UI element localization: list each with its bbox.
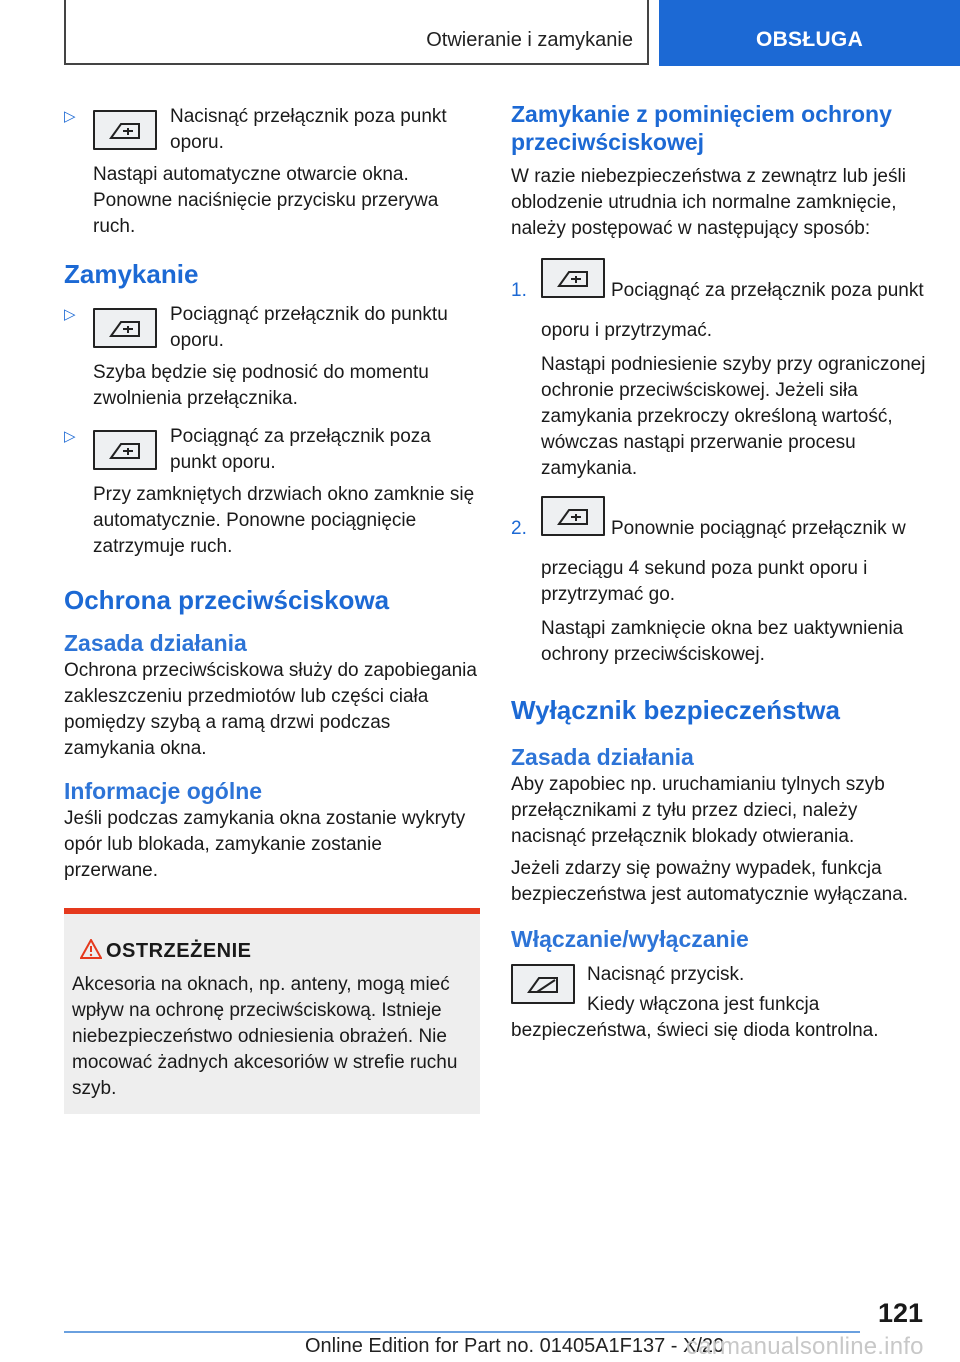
general-info-heading: Informacje ogólne [64, 778, 263, 804]
on-off-text-1: Nacisnąć przycisk. [587, 964, 745, 985]
warning-header [72, 938, 470, 964]
close-step-1-result: Szyba będzie się podnosić do momentu zwolnienia przełącznika. [93, 362, 429, 409]
step-arrow-icon: ▷ [64, 306, 76, 323]
override-step-1 [511, 258, 931, 482]
override-step-2 [511, 496, 931, 668]
switch-principle-text-1: Aby zapobiec np. uruchamianiu tylnych szyb przełącznikami z tyłu przez dzieci, należy nacisnąć przełącznik blokady otwierania. [511, 774, 885, 847]
step-number: 1. [511, 280, 527, 301]
step-number: 2. [511, 518, 527, 539]
footer-edition: Online Edition for Part no. 01405A1F137 - X/20 [305, 1335, 725, 1357]
chapter-tab-label: OBSŁUGA [755, 28, 864, 51]
override-step-2-result: Nastąpi zamknięcie okna bez uaktywnienia ochrony przeciwściskowej. [541, 618, 904, 665]
section-title: Otwieranie i zamykanie [426, 29, 633, 51]
switch-principle-text-2: Jeżeli zdarzy się poważny wypadek, funkcja bezpieczeństwa jest automatycznie wyłączana. [511, 858, 909, 905]
step-arrow-icon: ▷ [64, 108, 76, 125]
close-step-2 [64, 424, 480, 476]
safety-switch-heading: Wyłącznik bezpieczeństwa [511, 695, 840, 725]
close-step-1-text: Pociągnąć przełącznik do punktu oporu. [170, 304, 448, 351]
pinch-protection-heading: Ochrona przeciwściskowa [64, 585, 390, 615]
right-column [511, 100, 931, 1044]
window-switch-icon [541, 496, 605, 536]
window-switch-icon [541, 258, 605, 298]
warning-triangle-icon [80, 939, 102, 959]
chapter-tab [659, 0, 960, 66]
override-intro: W razie niebezpieczeństwa z zewnątrz lub jeśli oblodzenie utrudnia ich normalne zamknięcie, należy postępować w następujący sposób: [511, 166, 906, 239]
override-step-1-text: Pociągnąć za przełącznik poza punkt oporu i przytrzymać. [541, 280, 924, 341]
window-switch-icon [93, 308, 157, 348]
on-off-text-2: Kiedy włączona jest funkcja bezpieczeństwa, świeci się dioda kontrolna. [511, 994, 879, 1041]
close-step-1 [64, 302, 480, 354]
close-step-2-text: Pociągnąć za przełącznik poza punkt oporu. [170, 426, 431, 473]
open-step [64, 104, 480, 156]
child-lock-switch-icon [511, 964, 575, 1004]
open-step-result: Nastąpi automatyczne otwarcie okna. Ponowne naciśnięcie przycisku przerywa ruch. [93, 164, 439, 237]
override-step-1-result: Nastąpi podniesienie szyby przy ograniczonej ochronie przeciwściskowej. Jeżeli siła zamykania przekroczy określoną wartość, wówczas nastąpi przerwanie procesu zamykania. [541, 354, 926, 479]
override-step-1-line [541, 258, 931, 341]
page-number: 121 [877, 1298, 923, 1328]
principle-heading: Zasada działania [64, 630, 247, 656]
window-switch-icon [93, 110, 157, 150]
warning-box [64, 908, 480, 1114]
header-section-box [64, 0, 649, 65]
open-step-text: Nacisnąć przełącznik poza punkt oporu. [170, 106, 447, 153]
warning-label: OSTRZEŻENIE [106, 940, 252, 962]
warning-text: Akcesoria na oknach, np. anteny, mogą mieć wpływ na ochronę przeciwściskową. Istnieje niebezpieczeństwo odniesienia obrażeń. Nie mocować żadnych akcesoriów w strefie ruchu szyb. [72, 974, 458, 1099]
closing-heading: Zamykanie [64, 259, 199, 289]
on-off-block [511, 962, 931, 1044]
on-off-heading: Włączanie/wyłączanie [511, 926, 749, 952]
override-step-2-line [541, 496, 931, 605]
principle-text: Ochrona przeciwściskowa służy do zapobiegania zakleszczeniu przedmiotów lub części ciała pomiędzy szybą a ramą drzwi podczas zamykania okna. [64, 660, 477, 759]
override-step-2-text: Ponownie pociągnąć przełącznik w przeciągu 4 sekund poza punkt oporu i przytrzymać go. [541, 518, 906, 605]
step-arrow-icon: ▷ [64, 428, 76, 445]
window-switch-icon [93, 430, 157, 470]
switch-principle-heading: Zasada działania [511, 744, 694, 770]
left-column [64, 100, 480, 932]
close-step-2-result: Przy zamkniętych drzwiach okno zamknie się automatycznie. Ponowne pociągnięcie zatrzymuje ruch. [93, 484, 475, 557]
override-heading: Zamykanie z pominięciem ochrony przeciwściskowej [511, 101, 892, 155]
footer-watermark: carmanualsonline.info [686, 1333, 924, 1360]
general-info-text: Jeśli podczas zamykania okna zostanie wykryty opór lub blokada, zamykanie zostanie przerwane. [64, 808, 466, 881]
